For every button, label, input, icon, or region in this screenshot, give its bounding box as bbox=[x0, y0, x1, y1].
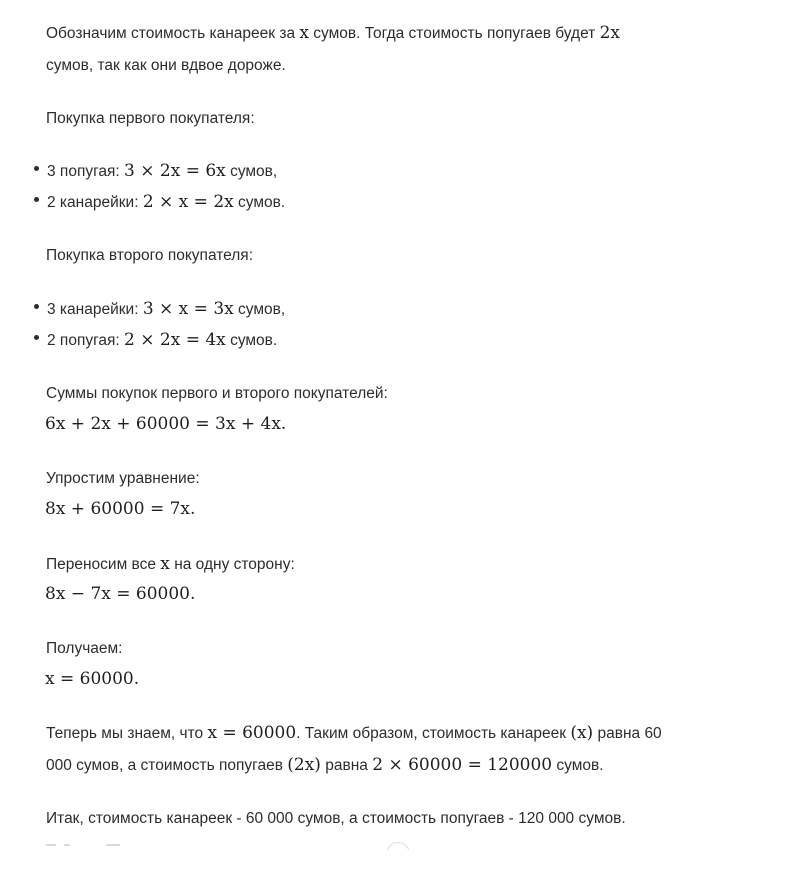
item-expression: 3 × 2x = 6x bbox=[124, 161, 226, 181]
item-expression: 3 × x = 3x bbox=[142, 299, 234, 319]
conclusion-line-1 bbox=[46, 723, 662, 744]
buyer1-item-canaries bbox=[34, 192, 285, 213]
item-suffix: сумов, bbox=[233, 301, 286, 318]
move-variable: x bbox=[160, 554, 170, 574]
intro-line-2: сумов, так как они вдвое дороже. bbox=[46, 57, 286, 74]
item-suffix: сумов. bbox=[233, 194, 286, 211]
cutoff-next-line bbox=[46, 842, 466, 850]
item-expression: 2 × 2x = 4x bbox=[124, 330, 226, 350]
simplify-heading: Упростим уравнение: bbox=[46, 470, 200, 487]
intro-variable: x bbox=[299, 23, 309, 43]
conclusion-text-post: равна 60 bbox=[593, 725, 662, 742]
bullet-icon bbox=[34, 166, 39, 171]
item-label: 3 попугая: bbox=[47, 163, 125, 180]
conclusion-variable: (x) bbox=[570, 723, 594, 743]
conclusion2-text-mid: равна bbox=[320, 757, 373, 774]
intro-text-pre: Обозначим стоимость канареек за bbox=[46, 25, 300, 42]
circle-icon bbox=[386, 842, 410, 850]
intro-line-1 bbox=[46, 23, 620, 44]
conclusion-text-pre: Теперь мы знаем, что bbox=[46, 725, 208, 742]
result-equation: x = 60000. bbox=[45, 669, 140, 689]
move-text-post: на одну сторону: bbox=[169, 556, 295, 573]
move-heading bbox=[46, 554, 295, 575]
item-label: 2 попугая: bbox=[47, 332, 125, 349]
move-text-pre: Переносим все bbox=[46, 556, 161, 573]
item-suffix: сумов. bbox=[225, 332, 278, 349]
bullet-icon bbox=[34, 304, 39, 309]
conclusion-expression: x = 60000 bbox=[207, 723, 297, 743]
item-label: 3 канарейки: bbox=[47, 301, 143, 318]
conclusion-text-mid: . Таким образом, стоимость канареек bbox=[296, 725, 571, 742]
move-equation: 8x − 7x = 60000. bbox=[45, 584, 196, 604]
sums-equation: 6x + 2x + 60000 = 3x + 4x. bbox=[45, 414, 287, 434]
item-expression: 2 × x = 2x bbox=[142, 192, 234, 212]
buyer1-heading: Покупка первого покупателя: bbox=[46, 110, 255, 127]
buyer2-item-parrots bbox=[34, 330, 277, 351]
result-heading: Получаем: bbox=[46, 640, 123, 657]
conclusion-line-2 bbox=[46, 755, 604, 776]
bullet-icon bbox=[34, 197, 39, 202]
intro-expression: 2x bbox=[599, 23, 620, 43]
sums-heading: Суммы покупок первого и второго покупателей: bbox=[46, 385, 388, 402]
buyer2-item-canaries bbox=[34, 299, 285, 320]
conclusion2-text-post: сумов. bbox=[552, 757, 604, 774]
final-answer: Итак, стоимость канареек - 60 000 сумов, а стоимость попугаев - 120 000 сумов. bbox=[46, 810, 626, 827]
item-label: 2 канарейки: bbox=[47, 194, 143, 211]
conclusion2-text-pre: 000 сумов, а стоимость попугаев bbox=[46, 757, 288, 774]
buyer1-item-parrots bbox=[34, 161, 277, 182]
bullet-icon bbox=[34, 335, 39, 340]
simplify-equation: 8x + 60000 = 7x. bbox=[45, 499, 196, 519]
intro-text-mid: сумов. Тогда стоимость попугаев будет bbox=[308, 25, 600, 42]
conclusion2-variable: (2x) bbox=[287, 755, 321, 775]
item-suffix: сумов, bbox=[225, 163, 278, 180]
buyer2-heading: Покупка второго покупателя: bbox=[46, 247, 253, 264]
conclusion2-expression: 2 × 60000 = 120000 bbox=[372, 755, 553, 775]
